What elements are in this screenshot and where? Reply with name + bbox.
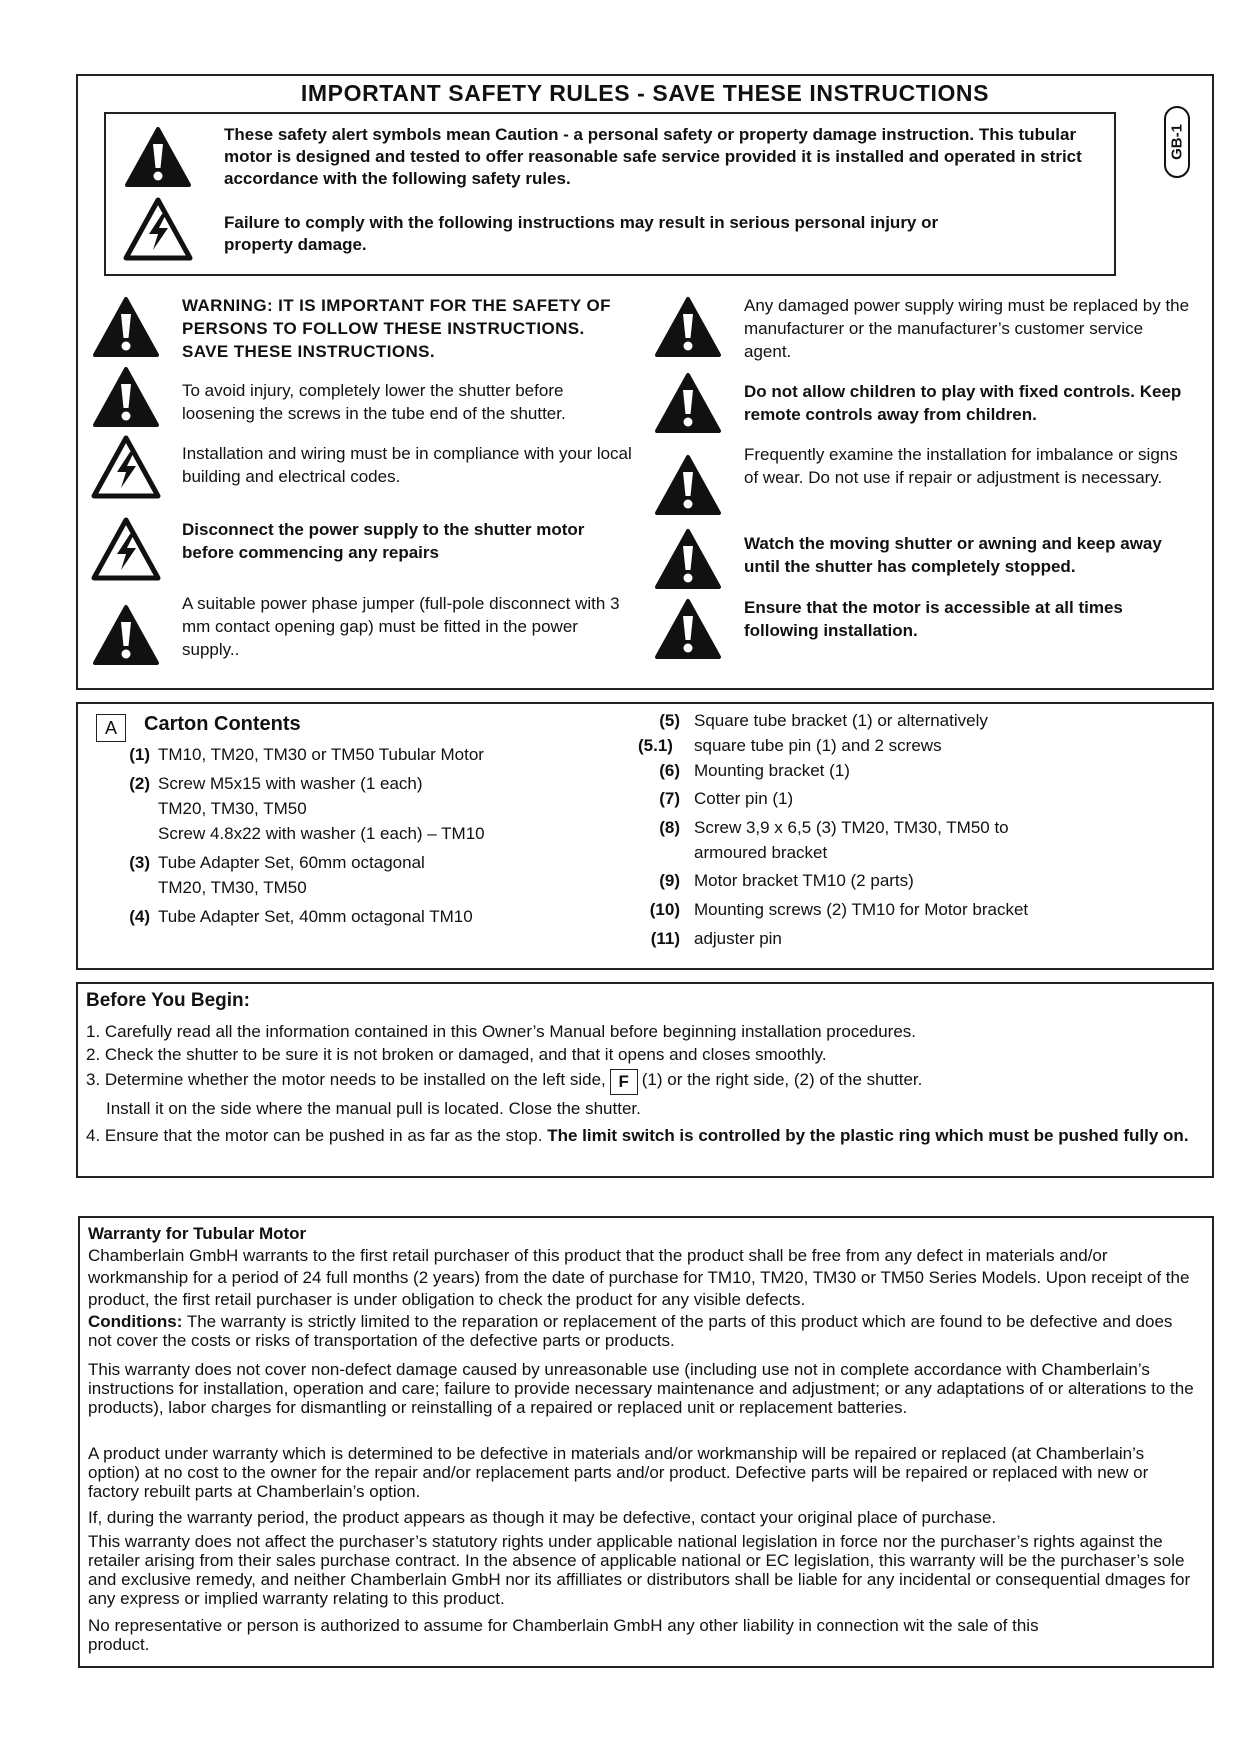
alert-paragraph-2: Failure to comply with the following instructions may result in serious personal injury or property damage. [224, 213, 939, 254]
warranty-paragraph: If, during the warranty period, the product appears as though it may be defective, contact your original place of purchase. [88, 1508, 997, 1527]
exclamation-triangle-icon [92, 604, 160, 666]
exclamation-triangle-icon [654, 296, 722, 358]
warranty-paragraph: This warranty does not cover non-defect damage caused by unreasonable use (including use not in complete accordance with Chamberlain’s instructions for installation, operation and care; failure to provide necessary maintenance and adjustment; or any adaptations of or alterations to the products), labor charges for dismantling or reinstalling of a repaired or replaced unit or replacement batteries. [88, 1360, 1194, 1417]
list-item: 3. Determine whether the motor needs to be installed on the left side, F (1) or the right side, (2) of the shutter. [86, 1068, 922, 1095]
safety-item-children: Do not allow children to play with fixed controls. Keep remote controls away from children. [744, 382, 1182, 424]
list-item: (3) Tube Adapter Set, 60mm octagonal TM20, TM30, TM50 [129, 853, 425, 897]
exclamation-triangle-icon [92, 366, 160, 428]
warranty-section [78, 1216, 1214, 1668]
before-title: Before You Begin: [86, 990, 250, 1011]
safety-title: IMPORTANT SAFETY RULES - SAVE THESE INSTRUCTIONS [300, 80, 990, 106]
warranty-title: Warranty for Tubular Motor [88, 1224, 307, 1243]
exclamation-triangle-icon [654, 528, 722, 590]
list-item: Install it on the side where the manual pull is located. Close the shutter. [106, 1099, 641, 1118]
warranty-paragraph: A product under warranty which is determined to be defective in materials and/or workmanship will be repaired or replaced (at Chamberlain’s option) at no cost to the owner for the repair and/or replacement parts and/or product. Defective parts will be repaired or replaced with new or factory rebuilt parts at Chamberlain’s option. [88, 1444, 1149, 1501]
safety-item-examine-installation: Frequently examine the installation for imbalance or signs of wear. Do not use if repair or adjustment is necessary. [744, 445, 1178, 487]
list-item: (2) Screw M5x15 with washer (1 each) TM20, TM30, TM50 Screw 4.8x22 with washer (1 each) – TM10 [129, 774, 485, 843]
electric-hazard-icon [90, 516, 162, 582]
safety-item-wiring-codes: Installation and wiring must be in compliance with your local building and electrical codes. [182, 444, 632, 486]
list-item: 1. Carefully read all the information contained in this Owner’s Manual before beginning installation procedures. [86, 1022, 917, 1041]
carton-title: Carton Contents [144, 713, 301, 735]
exclamation-triangle-icon [654, 454, 722, 516]
electric-hazard-icon [122, 196, 194, 262]
list-item: 2. Check the shutter to be sure it is not broken or damaged, and that it opens and closes smoothly. [86, 1045, 827, 1064]
warranty-paragraph: No representative or person is authorized to assume for Chamberlain GmbH any other liability in connection wit the sale of this product. [88, 1616, 1039, 1654]
carton-contents-section: A Carton Contents (1) TM10, TM20, TM30 or TM50 Tubular Motor (2) Screw M5x15 with washer (1 each) TM20, TM30, TM50 Screw 4.8x22 with washer (1 each) – TM10 (3) Tube Adapter Set, 60mm octagonal TM20, TM30, TM50 (4) Tube Adapter Set, 40mm octagonal TM10 (5) Square tube bracket (1) or alternatively (5.1) square tube pin (1) and 2 screws (6) Mounting bracket (1) (7) Cotter pin (1) (8) Screw 3,9 x 6,5 (3) TM20, TM30, TM50 to armoured bracket (9) Motor bracket TM10 (2 parts) (10) Mounting screws (2) TM10 for Motor bracket (11) adjuster pin [76, 702, 1214, 970]
warranty-conditions: Conditions: The warranty is strictly limited to the reparation or replacement of the parts of this product which are found to be defective and does not cover the costs or risks of transportation of the defective parts or products. [88, 1312, 1173, 1350]
list-item: (8) Screw 3,9 x 6,5 (3) TM20, TM30, TM50 to armoured bracket [659, 818, 1009, 862]
alert-paragraph-1: These safety alert symbols mean Caution - a personal safety or property damage instruction. This tubular motor is designed and tested to offer reasonable safe service provided it is installed and operated in strict accordance with the following safety rules. [224, 125, 1082, 188]
list-item: 4. Ensure that the motor can be pushed in as far as the stop. The limit switch is controlled by the plastic ring which must be pushed fully on. [86, 1126, 1189, 1145]
safety-item-power-jumper: A suitable power phase jumper (full-pole disconnect with 3 mm contact opening gap) must be fitted in the power supply.. [182, 594, 620, 659]
exclamation-triangle-icon [654, 598, 722, 660]
exclamation-triangle-icon [124, 126, 192, 188]
safety-alert-box [104, 112, 1116, 276]
warranty-paragraph: Chamberlain GmbH warrants to the first retail purchaser of this product that the product shall be free from any defect in materials and/or workmanship for a period of 24 full months (2 years) from the date of purchase for TM10, TM20, TM30 or TM50 Series Models. Upon receipt of the product, the first retail purchaser is under obligation to check the product for any visible defects. [88, 1246, 1190, 1309]
section-letter-a: A [96, 714, 126, 742]
before-you-begin-section [76, 982, 1214, 1178]
safety-rules-section [76, 74, 1214, 690]
figure-reference-f: F [610, 1069, 638, 1095]
exclamation-triangle-icon [654, 372, 722, 434]
page-badge: GB-1 [1164, 106, 1190, 178]
safety-item-warning: WARNING: IT IS IMPORTANT FOR THE SAFETY OF PERSONS TO FOLLOW THESE INSTRUCTIONS. SAVE THESE INSTRUCTIONS. [182, 296, 611, 361]
safety-item-motor-accessible: Ensure that the motor is accessible at all times following installation. [744, 598, 1123, 640]
safety-item-lower-shutter: To avoid injury, completely lower the shutter before loosening the screws in the tube end of the shutter. [182, 381, 566, 423]
exclamation-triangle-icon [92, 296, 160, 358]
warranty-paragraph: This warranty does not affect the purchaser’s statutory rights under applicable national legislation in force nor the purchaser’s rights against the retailer arising from their sales purchase contract. In the absence of applicable national or EC legislation, this warranty will be the purchaser’s sole and exclusive remedy, and neither Chamberlain GmbH nor its affilliates or distributors shall be liable for any incidental or consequential dmages for any express or implied warranty relating to this product. [88, 1532, 1191, 1608]
electric-hazard-icon [90, 434, 162, 500]
safety-item-moving-shutter: Watch the moving shutter or awning and keep away until the shutter has completely stopped. [744, 534, 1162, 576]
safety-item-disconnect-power: Disconnect the power supply to the shutter motor before commencing any repairs [182, 520, 585, 562]
safety-item-damaged-wiring: Any damaged power supply wiring must be replaced by the manufacturer or the manufacturer’s customer service agent. [744, 296, 1190, 361]
